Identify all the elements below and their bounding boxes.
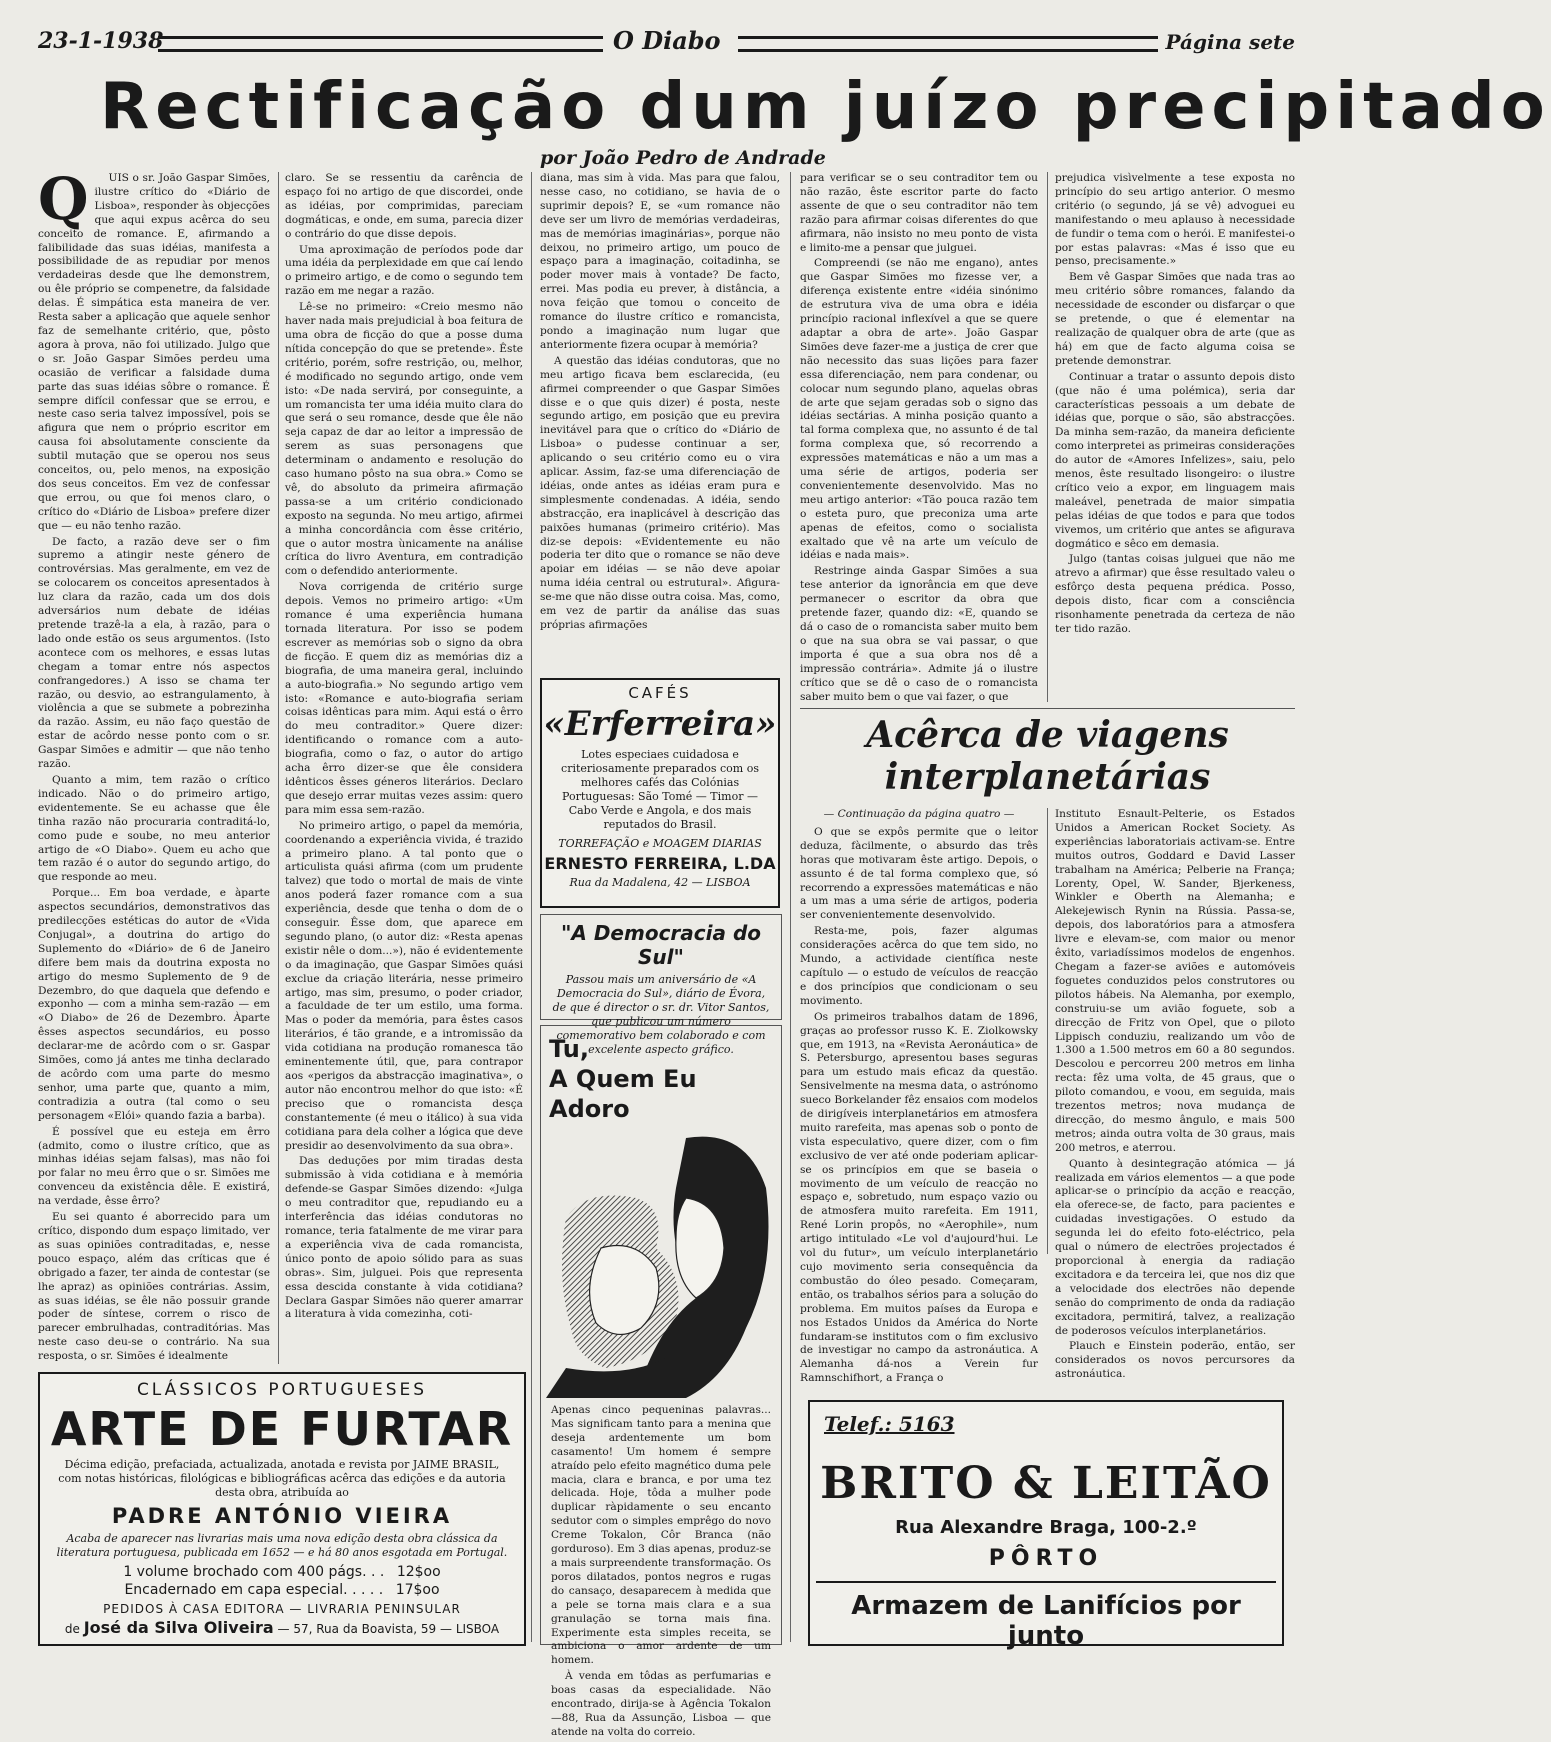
paragraph: Eu sei quanto é aborrecido para um crítico, dispondo dum espaço limitado, ver as suas opiniões contraditadas, e, nesse pouco espaço, além das críticas que é obrigado a fazer, ter ainda de contestar (se lhe apraz) as opiniões contrárias. Assim, as suas idéias, se êle não possuir grande poder de síntese, correm o risco de parecer embrulhadas, contraditórias. Mas neste caso deu-se o contrário. Na sua resposta, o sr. Simões é idealmente — [38, 1211, 270, 1363]
paragraph: O que se expôs permite que o leitor deduza, fàcilmente, o absurdo das três horas que motivaram êste artigo. Depois, o assunto é de tal forma complexo que, só recorrendo a expressões matemáticas e não a um mas a uma série de artigos, poderia ser convenientemente desenvolvido. — [800, 825, 1038, 922]
article-column-3 — [540, 172, 780, 678]
column-rule — [1047, 808, 1048, 1254]
paragraph: Os primeiros trabalhos datam de 1896, graças ao professor russo K. E. Ziolkowsky que, em 1913, na «Revista Aeronáutica» de S. Petersburgo, apresentou bases seguras para um estudo mais eficaz da questão. Sensivelmente na mesma data, o astrónomo sueco Borkelander fêz ensaios com modelos de dirigíveis interplanetários em atmosfera muito rarefeita, mas apenas sob o ponto de vista especulativo, quere dizer, com o fim exclusivo de ver até onde poderiam aplicar-se os princípios em que se baseia o movimento de um veículo de reacção no espaço e, sobretudo, num espaço vazio ou de atmosfera muito rarefeita. Em 1911, René Lorin propôs, no «Aerophile», num artigo intitulado «Le vol d'aujourd'hui. Le vol du futur», um veículo interplanetário cujo movimento seria consequência da combustão do óleo pesado. Começaram, então, os trabalhos sérios para a solução do problema. Em muitos países da Europa e nos Estados Unidos da América do Norte fundaram-se institutos com o fim exclusivo de investigar no campo da astronáutica. A Alemanha dá-nos a Verein fur Ramnschifhort, a França o — [800, 1010, 1038, 1385]
cafes-label: CAFÉS — [628, 684, 692, 702]
paragraph: claro. Se se ressentiu da carência de espaço foi no artigo de que discordei, onde as idéias, por comprimidas, pareciam dogmáticas, e onde, em suma, parecia dizer o contrário do que disse depois. — [285, 172, 523, 240]
book-author: PADRE ANTÓNIO VIEIRA — [111, 1504, 453, 1528]
price-value: 12$oo — [396, 1564, 441, 1580]
column-rule — [531, 172, 532, 1642]
publisher-address: — 57, Rua da Boavista, 59 — LISBOA — [277, 1622, 500, 1636]
paragraph: Das deduções por mim tiradas desta submissão à vida cotidiana e à memória defende-se Gaspar Simões dizendo: «Julga o meu contraditor que, repudiando eu a interferência das idéias condutoras no romance, teria fatalmente de me virar para a experiência viva de cada romancista, único ponto de apoio sólido para as suas obras». Sim, julguei. Pois que representa essa descida constante à vida cotidiana? Declara Gaspar Simões não querer amarrar a literatura à vida comezinha, coti- — [285, 1155, 523, 1321]
tokalon-advertisement — [540, 1025, 782, 1738]
couple-illustration — [546, 1128, 776, 1398]
price-value: 17$oo — [395, 1582, 440, 1598]
drop-cap: Q — [38, 165, 89, 233]
cafes-company: ERNESTO FERREIRA, L.DA — [544, 854, 776, 873]
page-header — [38, 26, 1295, 60]
paragraph: Apenas cinco pequeninas palavras... Mas significam tanto para a menina que deseja ardentemente um bom casamento! Um homem é sempre atraído pelo efeito magnético duma pele macia, clara e branca, e por uma tez delicada. Hoje, tôda a mulher pode duplicar ràpidamente o seu encanto sedutor com o simples emprêgo do novo Creme Tokalon, Côr Branca (não gorduroso). Em 3 dias apenas, produz-se a mais surpreendente transformação. Os poros dilatados, pontos negros e rugas do cansaço, desaparecem à medida que a pele se torna mais clara e a sua granulação se torna mais fina. Experimente esta simples receita, se ambiciona o amor ardente de um homem. — [551, 1404, 771, 1667]
header-rule-left — [158, 36, 603, 52]
viagens-title-block — [800, 714, 1295, 798]
viagens-column-1 — [800, 808, 1038, 1385]
paragraph: Lê-se no primeiro: «Creio mesmo não haver nada mais prejudicial à boa feitura de uma obra de ficção do que a posse duma nítida concepção do que se pretende». Êste critério, porém, sofre restrição, ou, melhor, é modificado no segundo artigo, onde vem isto: «De nada servirá, por conseguinte, a um romancista ter uma idéia muito clara do que será o seu romance, desde que êle não seja capaz de dar ao leitor a impressão de serem as suas personagens que determinam o andamento e resolução do caso humano pôsto na sua obra.» Como se vê, do absoluto da primeira afirmação passa-se a um critério condicionado exposto na segunda. No meu artigo, afirmei a minha concordância com êsse critério, que o autor mostra ùnicamente na análise crítica do livro Aventura, em contradição com o defendido anteriormente. — [285, 301, 523, 578]
article-column-2 — [285, 172, 523, 1364]
democracia-title: "A Democracia do Sul" — [560, 921, 762, 969]
price-label: Encadernado em capa especial. . . . . — [124, 1582, 384, 1598]
company-name: BRITO & LEITÃO — [820, 1458, 1272, 1509]
company-tagline: Armazem de Lanifícios por junto — [851, 1591, 1241, 1651]
paragraph: Continuar a tratar o assunto depois disto (que não é uma polémica), seria dar características pessoais a um debate de idéias que, porque o são, são abstracções. Da minha sem-razão, da maneira deficiente como interpretei as primeiras considerações do autor de «Amores Infelizes», saiu, pelo menos, êste resultado lisongeiro: o ilustre crítico veio a expor, em linguagem mais maleável, penetrada de maior simpatia pelas idéias de que todos e para que todos vivemos, um critério que antes se afigurava dogmático e sêco em demasia. — [1055, 370, 1295, 550]
price-row — [40, 1564, 524, 1580]
page-number: Página sete — [1165, 30, 1295, 54]
book-description: Décima edição, prefaciada, actualizada, anotada e revista por JAIME BRASIL, com notas históricas, filológicas e bibliográficas acêrca das edições e da autoria desta obra, atribuída ao — [58, 1458, 506, 1499]
publisher-prefix: de — [64, 1622, 80, 1636]
continuation-note: — Continuação da página quatro — — [823, 808, 1015, 820]
paragraph: A questão das idéias condutoras, que no meu artigo ficava bem esclarecida, (eu afirmei compreender o que Gaspar Simões disse e o que quis dizer) é posta, neste segundo artigo, em posição que eu previra inevitável para que o crítico do «Diário de Lisboa» o pudesse continuar a ser, aplicando o seu critério como eu o vira aplicar. Assim, faz-se uma diferenciação de idéias, onde antes as idéias eram pura e simplesmente condenadas. A idéia, sendo abstracção, era inaplicável à descrição das paixões humanas (primeiro critério). Mas diz-se depois: «Evidentemente eu não poderia ter dito que o romance se não deve apoiar em idéias — se não deve apoiar numa idéia central ou estrutural». Afigura-se-me que não disse outra coisa. Mas, como, em vez de partir da análise das suas próprias afirmações — [540, 354, 780, 631]
paragraph: De facto, a razão deve ser o fim supremo a atingir neste género de controvérsias. Mas geralmente, em vez de se colocarem os conceitos apresentados à luz clara da razão, cada um dos dois adversários num debate de idéias pretende trazê-la a ela, à razão, para o lado onde estão os seus argumentos. (Isto acontece com os melhores, e essas lutas chegam a tomar entre nós aspectos confrangedores.) A isso se chama ter razão, ou desvio, ao estrangulamento, à violência a que se submete a pobrezinha da razão. Assim, eu não faço questão de estar de acôrdo nesse ponto com o sr. Gaspar Simões e admitir — que não tenho razão. — [38, 535, 270, 771]
book-note: Acaba de aparecer nas livrarias mais uma nova edição desta obra clássica da literatura portuguesa, publicada em 1652 — e há 80 anos esgotada em Portugal. — [56, 1532, 508, 1559]
paragraph: para verificar se o seu contraditor tem ou não razão, êste escritor parte do facto assente de que o seu contraditor não tem razão para afirmar coisas diferentes do que afirmara, não insisto no meu ponto de vista e limito-me a pensar que julguei. — [800, 172, 1038, 254]
company-city: PÔRTO — [988, 1546, 1104, 1571]
article-column-5 — [1055, 172, 1295, 702]
paragraph: UIS o sr. João Gaspar Simões, ilustre crítico do «Diário de Lisboa», responder às objecções que aqui expus acêrca do seu conceito de romance. E, afirmando a falibilidade das suas idéias, manifesta a possibilidade de as repudiar por menos verdadeiras desde que lhe demonstrem, ou êle próprio se compenetre, da falsidade delas. É simpática esta maneira de ver. Resta saber a aplicação que aquele senhor faz de semelhante critério, que, pôsto agora à prova, não foi utilizado. Julgo que o sr. João Gaspar Simões perdeu uma ocasião de verificar a falsidade duma parte das suas idéias sôbre o romance. É sempre difícil confessar que se errou, e neste caso seria talvez impossível, pois se afigura que nem o próprio escritor em causa foi absolutamente consciente da subtil mutação que se operou nos seus conceitos, ou, pelo menos, na exposição dos seus conceitos. Em vez de confessar que errou, ou que foi menos claro, o crítico do «Diário de Lisboa» prefere dizer que — eu não tenho razão. — [38, 172, 270, 532]
cafes-address: Rua da Madalena, 42 — LISBOA — [569, 876, 751, 889]
cafes-subtitle: TORREFAÇÃO e MOAGEM DIARIAS — [558, 837, 762, 850]
cafes-advertisement — [540, 678, 780, 908]
paragraph: No primeiro artigo, o papel da memória, coordenando a experiência vivida, é trazido a primeiro plano. A tal ponto que o articulista quási afirma (com um prudente talvez) que todo o mortal de mais de vinte anos poderá fazer romance com a sua experiência, desde que tenha o dom de o conseguir. Êsse dom, que aparece em segundo plano, (o autor diz: «Resta apenas existir nêle o dom...»), não é evidentemente o da imaginação, que Gaspar Simões quási exclue da criação literária, nesse primeiro artigo, mas sim, presumo, o poder criador, a faculdade de ter um estilo, uma forma. Mas o poder da memória, para êstes casos literários, é tão grande, e a intromissão da vida cotidiana na produção romanesca tão eminentemente útil, que, para contrapor aos «perigos da abstracção imaginativa», o autor não encontrou melhor do que isto: «É preciso que o romancista desça constantemente (é meu o itálico) à sua vida cotidiana para dela colher a lógica que deve presidir ao desenvolvimento da sua obra». — [285, 819, 523, 1152]
paragraph: prejudica visìvelmente a tese exposta no princípio do seu artigo anterior. O mesmo critério (o segundo, já se vê) advoguei eu manifestando o meu aplauso à necessidade de fundir o tema com o herói. E manifestei-o por estas palavras: «Mas é isso que eu penso, precisamente.» — [1055, 172, 1295, 268]
telephone: Telef.: 5163 — [824, 1412, 955, 1436]
viagens-title: Acêrca de viagens — [866, 714, 1229, 756]
publisher-name: José da Silva Oliveira — [83, 1618, 274, 1637]
paragraph: Restringe ainda Gaspar Simões a sua tese anterior da ignorância em que deve permanecer o escritor da obra que pretende fazer, quando diz: «E, quando se dá o caso de o romancista saber muito bem o que na sua obra se vai passar, o que importa é que a sua obra nos dê a impressão contrária». Admite já o ilustre crítico que se dê o caso de o romancista saber muito bem o que vai fazer, o que — [800, 565, 1038, 703]
header-rule-right — [738, 36, 1158, 52]
book-title: ARTE DE FURTAR — [50, 1402, 514, 1456]
tu-title: Tu, — [549, 1035, 589, 1063]
article-column-4 — [800, 172, 1038, 702]
paragraph: Quanto à desintegração atómica — já realizada em vários elementos — a que pode aplicar-se o princípio da acção e reacção, ela oferece-se, de facto, para pacientes e cuidadas investigações. O estudo da segunda lei do efeito foto-eléctrico, pela qual o número de electrões projectados é proporcional à energia da radiação excitadora e da terceira lei, que nos diz que a velocidade dos electrões não depende senão do comprimento de onda da radiação excitadora, permitirá, talvez, a realização de poderosos veículos interplanetários. — [1055, 1157, 1296, 1337]
viagens-column-2 — [1055, 808, 1296, 1381]
brito-leitao-advertisement — [808, 1400, 1284, 1651]
article-title: Rectificação dum juízo precipitado — [100, 70, 1551, 144]
company-address: Rua Alexandre Braga, 100-2.º — [895, 1517, 1197, 1538]
paragraph: Quanto a mim, tem razão o crítico indicado. Não o do primeiro artigo, evidentemente. Se eu achasse que êle tinha razão não procuraria contraditá-lo, como pude e soube, no meu anterior artigo de «O Diabo». Quem eu acho que tem razão é o autor do segundo artigo, do que responde ao meu. — [38, 773, 270, 884]
paragraph: diana, mas sim à vida. Mas para que falou, nesse caso, no cotidiano, se havia de o suprimir depois? E, se «um romance não deve ser um livro de memórias verdadeiras, mas de memórias imaginárias», porque não deixou, no primeiro artigo, um pouco de espaço para a imaginação, coitadinha, se poder mover mais à vontade? De facto, errei. Mas podia eu prever, à distância, a nova feição que tomou o conceito de romance do ilustre crítico e romancista, pondo a imaginação num lugar que anteriormente fizera ocupar à memória? — [540, 172, 780, 351]
publisher-line — [40, 1618, 524, 1637]
paragraph: Bem vê Gaspar Simões que nada tras ao meu critério sôbre romances, falando da necessidade de esconder ou disfarçar o que se pretende, o que é elementar na realização de qualquer obra de arte (que as há) em que de facto alguma coisa se pretende demonstrar. — [1055, 271, 1295, 367]
paragraph: Compreendi (se não me engano), antes que Gaspar Simões mo fizesse ver, a diferença existente entre «idéia sinónimo de estrutura viva de uma obra e idéia princípio racional inflexível a que se quere adaptar a obra de arte». João Gaspar Simões deve fazer-me a justiça de crer que não necessito das suas lições para fazer essa diferenciação, nem para condenar, ou colocar num segundo plano, aquelas obras de arte que sejam geradas sob o signo das idéias sectárias. A minha posição quanto a tal forma complexa que, no assunto é de tal forma complexa que, só recorrendo a expressões matemáticas e não a um mas a uma série de artigos, poderia ser convenientemente desenvolvido. Mas no meu artigo anterior: «Tão pouca razão tem o esteta puro, que preconiza uma arte apenas de efeitos, como o socialista exaltado que vê na arte um veículo de idéias e nada mais». — [800, 257, 1038, 562]
section-rule — [800, 708, 1295, 709]
paragraph: É possível que eu esteja em êrro (admito, como o ilustre crítico, que as minhas idéias sejam falsas), mas não foi por falar no meu êrro que o sr. Simões me convenceu da existência dêle. E existirá, na verdade, êsse êrro? — [38, 1125, 270, 1208]
column-rule — [1047, 172, 1048, 702]
paragraph: Julgo (tantas coisas julguei que não me atrevo a afirmar) que êsse resultado valeu o esfôrço desta pequena prédica. Posso, depois disto, ficar com a consciência risonhamente penetrada da certeza de não ter tido razão. — [1055, 553, 1295, 635]
article-byline: por João Pedro de Andrade — [540, 147, 826, 169]
paragraph: Porque... Em boa verdade, e àparte aspectos secundários, demonstrativos das predilecções estéticas do autor de «Vida Conjugal», a doutrina do artigo do Suplemento do «Diário» de 6 de Janeiro difere bem mais da doutrina exposta no artigo do mesmo Suplemento de 9 de Dezembro, do que daquela que defendo e exponho — com a minha sem-razão — em «O Diabo» de 26 de Dezembro. Àparte êsses aspectos secundários, eu posso declarar-me de acôrdo com o sr. Gaspar Simões, como já antes me tinha declarado de acôrdo com uma parte do mesmo senhor, uma parte que, quanto a mim, contradizia a outra (tal como o seu personagem «Elói» quando fazia a barba). — [38, 887, 270, 1122]
brito-rule — [816, 1581, 1276, 1583]
tokalon-text — [541, 1398, 781, 1740]
classicos-advertisement — [38, 1372, 526, 1646]
classicos-label: CLÁSSICOS PORTUGUESES — [136, 1380, 428, 1400]
price-label: 1 volume brochado com 400 págs. . . — [123, 1564, 385, 1580]
newspaper-name: O Diabo — [613, 26, 721, 55]
paragraph: Resta-me, pois, fazer algumas considerações acêrca do que tem sido, no Mundo, a actividade científica neste capítulo — o estudo de veículos de reacção e dos princípios que condicionam o seu movimento. — [800, 925, 1038, 1007]
paragraph: Nova corrigenda de critério surge depois. Vemos no primeiro artigo: «Um romance é uma experiência humana tornada literatura. Por isso se podem escrever as memórias sob o signo da obra de ficção. E quem diz as memórias diz a biografia, de uma maneira geral, incluindo a auto-biografia.» No segundo artigo vem isto: «Romance e auto-biografia seriam coisas idênticas para mim. Aqui está o êrro do meu contraditor.» Quere dizer: identificando o romance com a auto-biografia, como o faz, o autor do artigo acha êrro dizer-se que êle considera idênticos êsses géneros literários. Declaro que desejo errar muitas vezes assim: quero para mim essa sem-razão. — [285, 581, 523, 816]
paragraph: À venda em tôdas as perfumarias e boas casas da especialidade. Não encontrado, dirija-se à Agência Tokalon—88, Rua da Assunção, Lisboa — que atende na volta do correio. — [551, 1670, 771, 1738]
democracia-text: Passou mais um aniversário de «A Democracia do Sul», diário de Évora, de que é director o sr. dr. Vitor Santos, que publicou um número comemorativo bem colaborado e com excelente aspecto gráfico. — [552, 973, 770, 1056]
column-rule — [278, 172, 279, 1364]
paragraph: Instituto Esnault-Pelterie, os Estados Unidos a American Rocket Society. As experiências laboratoriais activam-se. Entre muitos outros, Goddard e David Lasser trabalham na América; Pelberie na França; Lorenty, Opel, W. Sander, Bjerkeness, Winkler e Oberth na Alemanha; e Alekejewisch Rynin na Rússia. Passa-se, depois, dos laboratórios para a atmosfera livre e elevam-se, com maior ou menor êxito, variadíssimos modelos de engenhos. Chegam a fazer-se aviões e automóveis foguetes conduzidos pelos construtores ou pilotos hábeis. Na Alemanha, por exemplo, construiu-se um avião foguete, sob a direcção de Fritz von Opel, que o piloto Lippisch conduziu, realizando um vôo de 1.300 a 1.500 metros em 60 a 80 segundos. Descolou e percorreu 200 metros em linha recta: fêz uma volta, de 45 graus, que o piloto comandou, e voou, em seguida, mais trezentos metros; nova mudança de direcção, do mesmo ângulo, e mais 500 metros; ainda outra volta de 30 graus, mais 200 metros, e aterrou. — [1055, 808, 1295, 1154]
cafes-text: Lotes especiaes cuidadosa e criteriosamente preparados com os melhores cafés das Colónias Portuguesas: São Tomé — Timor — Cabo Verde e Angola, e dos mais reputados do Brasil. — [561, 748, 759, 831]
orders-line: PEDIDOS À CASA EDITORA — LIVRARIA PENINSULAR — [103, 1602, 461, 1616]
viagens-title: interplanetárias — [884, 756, 1211, 798]
paragraph: Uma aproximação de períodos pode dar uma idéia da perplexidade em que caí lendo o primeiro artigo, e de como o segundo tem razão em me negar a razão. — [285, 243, 523, 298]
paragraph: Plauch e Einstein poderão, então, ser considerados os novos percursores da astronáutica. — [1055, 1340, 1295, 1381]
column-rule — [790, 172, 791, 1642]
article-column-1 — [38, 165, 270, 1364]
cafes-brand: «Erferreira» — [543, 704, 777, 744]
tu-title: A Quem Eu Adoro — [549, 1065, 697, 1123]
issue-date: 23-1-1938 — [38, 28, 164, 54]
price-row — [40, 1582, 524, 1598]
